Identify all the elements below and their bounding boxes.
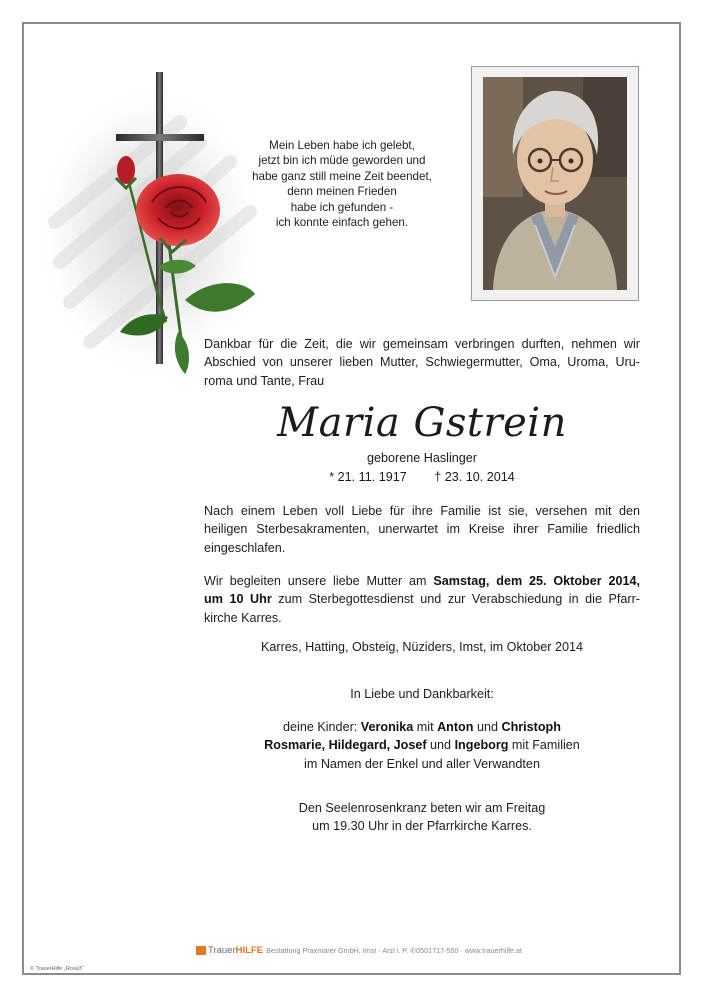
brand-accent: HILFE (235, 945, 264, 956)
life-dates (204, 470, 640, 484)
poem-line: habe ganz still meine Zeit beendet, (252, 169, 432, 183)
trauerhilfe-logo-icon (196, 946, 206, 955)
children-prefix: deine Kinder: (283, 720, 361, 734)
passing-line: eingeschlafen. (204, 540, 286, 555)
child-name: Christoph (501, 720, 561, 734)
connector: mit (413, 720, 438, 734)
intro-line: Dankbar für die Zeit, die wir gemeinsam verbringen durften, nehmen wir (204, 337, 640, 351)
funeral-line-1 (204, 572, 640, 590)
poem-line: habe ich gefunden - (290, 200, 394, 214)
passing-paragraph (204, 502, 640, 557)
poem-line: Mein Leben habe ich gelebt, (269, 139, 415, 152)
funeral-paragraph (204, 572, 640, 627)
funeral-intro: Wir begleiten unsere liebe Mutter am (204, 574, 434, 588)
children-line-2 (204, 736, 640, 754)
poem-line: denn meinen Frieden (287, 185, 397, 199)
mourners-heading: In Liebe und Dankbarkeit: (350, 687, 494, 701)
rose-bloom (136, 174, 220, 246)
intro-line: Abschied von unserer lieben Mutter, Schwiegermutter, Oma, Uroma, Uru- (204, 355, 640, 370)
rosary-notice (204, 799, 640, 836)
rosary-line: Den Seelenrosenkranz beten wir am Freitag (298, 801, 546, 815)
passing-line: heiligen Sterbesakramenten, unerwartet im Kreise ihrer Familie friedlich (204, 522, 640, 537)
poem-line: ich konnte einfach gehen. (275, 216, 409, 230)
poem-line: jetzt bin ich müde geworden und (258, 154, 426, 168)
partner-name: Anton (437, 720, 474, 734)
funeral-details: zum Sterbegottesdienst und zur Verabschiedung in die Pfarr- (271, 592, 640, 607)
portrait-photo (483, 77, 627, 290)
portrait-illustration (483, 77, 627, 290)
footer (196, 945, 536, 957)
rosary-line: um 19.30 Uhr in der Pfarrkirche Karres. (312, 819, 532, 834)
child-name: Ingeborg (454, 738, 509, 753)
poem (236, 138, 448, 230)
death-date: † 23. 10. 2014 (434, 470, 515, 484)
places-line: Karres, Hatting, Obsteig, Nüziders, Imst, im Oktober 2014 (261, 640, 583, 654)
funeral-date: Samstag, dem 25. Oktober 2014, (433, 574, 640, 588)
brand-part: Trauer (208, 945, 236, 956)
mourners-list (204, 718, 640, 773)
connector: mit Familien (508, 738, 580, 753)
brand-name (208, 945, 263, 956)
birth-date: * 21. 11. 1917 (329, 470, 407, 484)
portrait-frame (471, 66, 639, 301)
funeral-line-3: kirche Karres. (204, 610, 282, 625)
intro-paragraph (204, 335, 640, 390)
children-names: Rosmarie, Hildegard, Josef (264, 738, 427, 753)
children-line-1 (204, 718, 640, 736)
intro-line: roma und Tante, Frau (204, 373, 325, 388)
relatives-line: im Namen der Enkel und aller Verwandten (304, 756, 540, 771)
copyright-note: © TrauerHilfe „Rose3“ (30, 966, 84, 972)
cross-horizontal-beam (116, 134, 204, 141)
child-name: Veronika (360, 720, 414, 734)
deceased-name: Maria Gstrein (277, 400, 567, 446)
maiden-name: geborene Haslinger (367, 451, 477, 465)
funeral-time: um 10 Uhr (204, 592, 272, 607)
connector: und (426, 738, 455, 753)
connector: und (473, 720, 502, 734)
funeral-line-2 (204, 590, 640, 608)
passing-line: Nach einem Leben voll Liebe für ihre Familie ist sie, versehen mit den (204, 504, 640, 518)
footer-details: Bestattung Praxmarer GmbH, Imst - Arzl i. P. ✆0501717-550 · www.trauerhilfe.at (266, 946, 523, 955)
